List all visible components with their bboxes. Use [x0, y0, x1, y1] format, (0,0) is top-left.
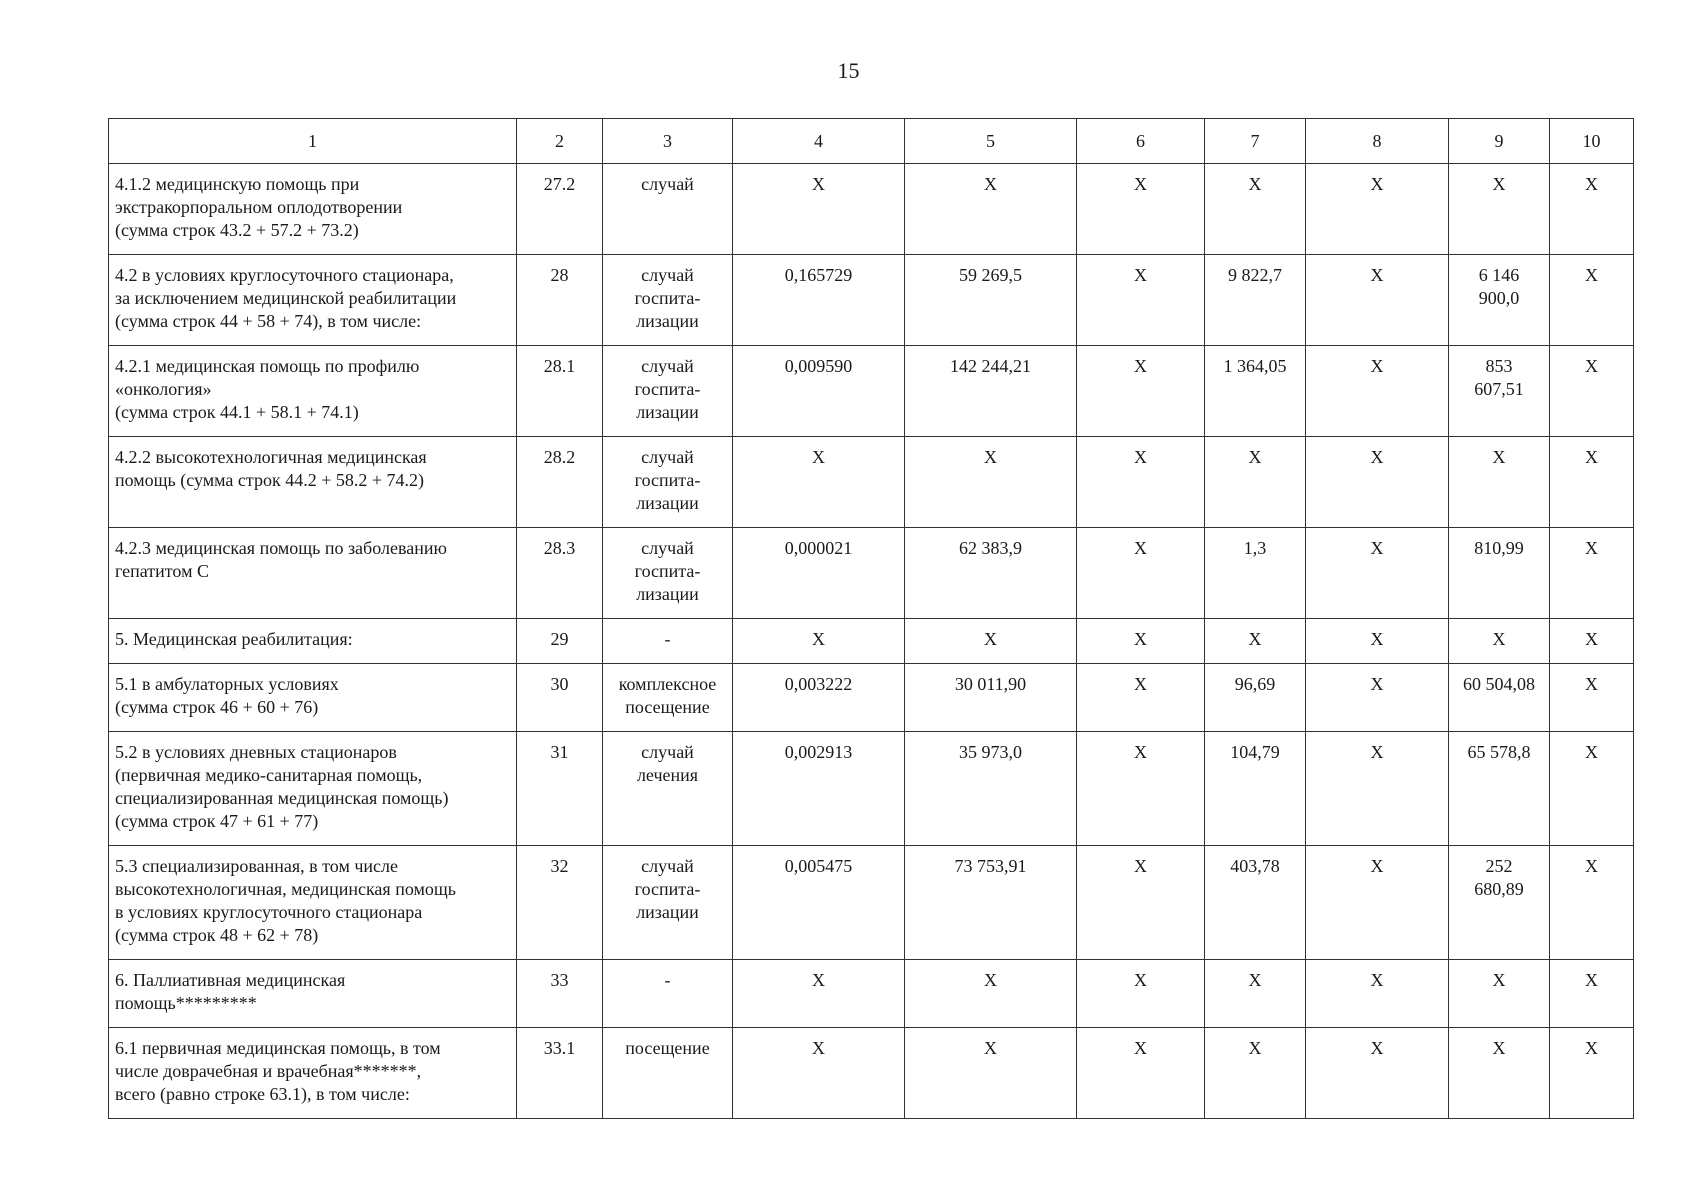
- unit-cell: [603, 346, 733, 437]
- value-cell: [1077, 960, 1205, 1028]
- cell-text: 810,99: [1474, 538, 1524, 558]
- value-cell: [1550, 664, 1634, 732]
- cell-text: Х: [1134, 629, 1147, 649]
- unit-cell: [603, 164, 733, 255]
- cell-text: -: [664, 629, 671, 649]
- value-cell: [1449, 960, 1550, 1028]
- cell-text: 142 244,21: [950, 356, 1031, 376]
- value-cell: [1205, 164, 1306, 255]
- cell-text: Х: [1585, 970, 1598, 990]
- column-number-cell: 3: [603, 119, 733, 164]
- value-cell: [733, 960, 905, 1028]
- row-description-cell: [109, 846, 517, 960]
- value-cell: [1306, 732, 1449, 846]
- cell-text: 5.2 в условиях дневных стационаров (первичная медико-санитарная помощь, специализированная медицинская помощь) (сумма строк 47 + 61 + 77): [115, 742, 449, 831]
- cell-text: Х: [1370, 174, 1384, 194]
- value-cell: [733, 528, 905, 619]
- row-number-cell: [517, 437, 603, 528]
- cell-text: случай госпита- лизации: [634, 447, 701, 513]
- value-cell: [1077, 164, 1205, 255]
- cell-text: 32: [550, 856, 569, 876]
- value-cell: [1550, 732, 1634, 846]
- cell-text: Х: [1134, 538, 1147, 558]
- cell-text: Х: [1585, 447, 1598, 467]
- cell-text: Х: [1134, 356, 1147, 376]
- unit-cell: [603, 846, 733, 960]
- value-cell: [733, 437, 905, 528]
- cell-text: Х: [1585, 538, 1598, 558]
- value-cell: [1550, 1028, 1634, 1119]
- value-cell: [1077, 846, 1205, 960]
- cell-text: Х: [1492, 629, 1506, 649]
- data-table: [108, 118, 1634, 1119]
- row-number-cell: [517, 346, 603, 437]
- value-cell: [1550, 255, 1634, 346]
- value-cell: [1306, 528, 1449, 619]
- cell-text: 4.2.3 медицинская помощь по заболеванию гепатитом С: [115, 538, 447, 581]
- value-cell: [733, 732, 905, 846]
- value-cell: [1449, 664, 1550, 732]
- unit-cell: [603, 960, 733, 1028]
- row-number-cell: [517, 164, 603, 255]
- unit-cell: [603, 664, 733, 732]
- row-description-cell: [109, 619, 517, 664]
- row-description-cell: [109, 346, 517, 437]
- cell-text: Х: [812, 629, 825, 649]
- column-number-cell: 6: [1077, 119, 1205, 164]
- value-cell: [1205, 1028, 1306, 1119]
- cell-text: Х: [1585, 174, 1598, 194]
- cell-text: случай госпита- лизации: [634, 856, 701, 922]
- column-number-cell: 10: [1550, 119, 1634, 164]
- unit-cell: [603, 255, 733, 346]
- cell-text: 28.2: [543, 447, 576, 467]
- value-cell: [1449, 528, 1550, 619]
- value-cell: [905, 732, 1077, 846]
- value-cell: [1205, 960, 1306, 1028]
- value-cell: [1205, 664, 1306, 732]
- cell-text: Х: [984, 174, 997, 194]
- value-cell: [1077, 255, 1205, 346]
- cell-text: 65 578,8: [1467, 742, 1531, 762]
- cell-text: Х: [812, 970, 825, 990]
- value-cell: [1077, 732, 1205, 846]
- value-cell: [1449, 732, 1550, 846]
- cell-text: случай госпита- лизации: [634, 538, 701, 604]
- value-cell: [1449, 164, 1550, 255]
- value-cell: [1205, 619, 1306, 664]
- column-number-cell: 4: [733, 119, 905, 164]
- value-cell: [1077, 528, 1205, 619]
- value-cell: [1205, 346, 1306, 437]
- cell-text: Х: [812, 447, 825, 467]
- cell-text: Х: [1370, 447, 1384, 467]
- cell-text: 28.3: [543, 538, 576, 558]
- value-cell: [1205, 846, 1306, 960]
- row-number-cell: [517, 846, 603, 960]
- value-cell: [1449, 846, 1550, 960]
- row-description-cell: [109, 1028, 517, 1119]
- value-cell: [1550, 846, 1634, 960]
- cell-text: случай госпита- лизации: [634, 265, 701, 331]
- cell-text: Х: [1585, 356, 1598, 376]
- value-cell: [1306, 164, 1449, 255]
- cell-text: 33.1: [543, 1038, 576, 1058]
- cell-text: Х: [1585, 674, 1598, 694]
- row-number-cell: [517, 255, 603, 346]
- row-description-cell: [109, 437, 517, 528]
- value-cell: [1449, 437, 1550, 528]
- cell-text: 33: [550, 970, 569, 990]
- cell-text: Х: [1370, 742, 1384, 762]
- value-cell: [733, 1028, 905, 1119]
- value-cell: [1550, 437, 1634, 528]
- cell-text: Х: [1492, 970, 1506, 990]
- value-cell: [733, 164, 905, 255]
- cell-text: 104,79: [1230, 742, 1280, 762]
- cell-text: Х: [1248, 970, 1262, 990]
- cell-text: 403,78: [1230, 856, 1280, 876]
- value-cell: [1550, 346, 1634, 437]
- cell-text: 62 383,9: [959, 538, 1022, 558]
- cell-text: 0,009590: [784, 356, 853, 376]
- row-description-cell: [109, 528, 517, 619]
- table-row: [109, 960, 1634, 1028]
- cell-text: Х: [1370, 356, 1384, 376]
- cell-text: 4.2.1 медицинская помощь по профилю «онкология» (сумма строк 44.1 + 58.1 + 74.1): [115, 356, 420, 422]
- cell-text: 73 753,91: [954, 856, 1027, 876]
- value-cell: [1550, 619, 1634, 664]
- table-row: [109, 732, 1634, 846]
- value-cell: [1449, 619, 1550, 664]
- column-number-cell: 2: [517, 119, 603, 164]
- cell-text: 30: [550, 674, 569, 694]
- cell-text: 0,000021: [784, 538, 853, 558]
- value-cell: [1306, 960, 1449, 1028]
- cell-text: 252 680,89: [1474, 856, 1524, 899]
- cell-text: Х: [1370, 970, 1384, 990]
- value-cell: [1205, 255, 1306, 346]
- cell-text: Х: [1134, 174, 1147, 194]
- cell-text: Х: [984, 447, 997, 467]
- cell-text: Х: [1134, 265, 1147, 285]
- cell-text: Х: [812, 174, 825, 194]
- cell-text: Х: [984, 629, 997, 649]
- cell-text: Х: [1370, 674, 1384, 694]
- cell-text: Х: [1134, 856, 1147, 876]
- cell-text: Х: [1370, 629, 1384, 649]
- row-number-cell: [517, 619, 603, 664]
- cell-text: 35 973,0: [959, 742, 1022, 762]
- cell-text: 4.2 в условиях круглосуточного стационара, за исключением медицинской реабилитации (сумма строк 44 + 58 + 74), в том числе:: [115, 265, 457, 331]
- cell-text: Х: [1585, 742, 1598, 762]
- value-cell: [1205, 437, 1306, 528]
- value-cell: [905, 255, 1077, 346]
- value-cell: [1077, 664, 1205, 732]
- cell-text: Х: [1248, 1038, 1262, 1058]
- cell-text: Х: [1248, 629, 1262, 649]
- cell-text: Х: [1134, 1038, 1147, 1058]
- cell-text: -: [664, 970, 671, 990]
- cell-text: Х: [1134, 970, 1147, 990]
- cell-text: 0,005475: [784, 856, 853, 876]
- cell-text: 6. Паллиативная медицинская помощь*********: [115, 970, 346, 1013]
- table-row: [109, 346, 1634, 437]
- value-cell: [1449, 255, 1550, 346]
- cell-text: комплексное посещение: [618, 674, 717, 717]
- value-cell: [1550, 960, 1634, 1028]
- value-cell: [1205, 732, 1306, 846]
- table-row: [109, 255, 1634, 346]
- value-cell: [905, 437, 1077, 528]
- cell-text: Х: [1134, 742, 1147, 762]
- table-row: [109, 1028, 1634, 1119]
- cell-text: Х: [1492, 174, 1506, 194]
- cell-text: 5. Медицинская реабилитация:: [115, 629, 353, 649]
- cell-text: Х: [1585, 265, 1598, 285]
- cell-text: 30 011,90: [954, 674, 1027, 694]
- row-description-cell: [109, 664, 517, 732]
- cell-text: Х: [1370, 538, 1384, 558]
- cell-text: Х: [1248, 447, 1262, 467]
- unit-cell: [603, 1028, 733, 1119]
- column-number-cell: 5: [905, 119, 1077, 164]
- cell-text: Х: [984, 970, 997, 990]
- cell-text: Х: [1585, 1038, 1598, 1058]
- value-cell: [1205, 528, 1306, 619]
- value-cell: [905, 346, 1077, 437]
- value-cell: [1550, 528, 1634, 619]
- column-number-cell: 9: [1449, 119, 1550, 164]
- cell-text: 29: [550, 629, 569, 649]
- value-cell: [1077, 619, 1205, 664]
- cell-text: Х: [1585, 629, 1598, 649]
- cell-text: 60 504,08: [1463, 674, 1535, 694]
- value-cell: [1306, 664, 1449, 732]
- cell-text: 0,003222: [784, 674, 853, 694]
- unit-cell: [603, 437, 733, 528]
- table-row: [109, 164, 1634, 255]
- cell-text: 853 607,51: [1474, 356, 1524, 399]
- value-cell: [733, 846, 905, 960]
- row-description-cell: [109, 960, 517, 1028]
- value-cell: [1449, 1028, 1550, 1119]
- table-row: [109, 846, 1634, 960]
- cell-text: 4.2.2 высокотехнологичная медицинская помощь (сумма строк 44.2 + 58.2 + 74.2): [115, 447, 427, 490]
- table-row: [109, 619, 1634, 664]
- value-cell: [733, 255, 905, 346]
- cell-text: посещение: [625, 1038, 710, 1058]
- cell-text: случай: [641, 174, 694, 194]
- value-cell: [1306, 1028, 1449, 1119]
- unit-cell: [603, 528, 733, 619]
- table-row: [109, 664, 1634, 732]
- row-number-cell: [517, 528, 603, 619]
- cell-text: Х: [1370, 265, 1384, 285]
- value-cell: [1077, 346, 1205, 437]
- page-number: 15: [837, 58, 860, 83]
- cell-text: Х: [984, 1038, 997, 1058]
- value-cell: [1306, 346, 1449, 437]
- value-cell: [1077, 1028, 1205, 1119]
- cell-text: 5.3 специализированная, в том числе высокотехнологичная, медицинская помощь в условиях круглосуточного стационара (сумма строк 48 + 62 + 78): [115, 856, 456, 945]
- column-number-cell: 8: [1306, 119, 1449, 164]
- cell-text: случай госпита- лизации: [634, 356, 701, 422]
- cell-text: случай лечения: [636, 742, 699, 785]
- cell-text: Х: [1585, 856, 1598, 876]
- cell-text: 6 146 900,0: [1478, 265, 1520, 308]
- value-cell: [905, 960, 1077, 1028]
- value-cell: [905, 528, 1077, 619]
- cell-text: 9 822,7: [1228, 265, 1282, 285]
- cell-text: 27.2: [543, 174, 576, 194]
- value-cell: [1449, 346, 1550, 437]
- cell-text: 1,3: [1243, 538, 1267, 558]
- cell-text: 5.1 в амбулаторных условиях (сумма строк 46 + 60 + 76): [115, 674, 339, 717]
- cell-text: 1 364,05: [1223, 356, 1287, 376]
- value-cell: [733, 664, 905, 732]
- value-cell: [1306, 437, 1449, 528]
- cell-text: Х: [1492, 447, 1506, 467]
- value-cell: [905, 664, 1077, 732]
- cell-text: Х: [1370, 1038, 1384, 1058]
- cell-text: 0,002913: [784, 742, 853, 762]
- cell-text: Х: [1134, 674, 1147, 694]
- row-number-cell: [517, 664, 603, 732]
- table-row: [109, 437, 1634, 528]
- value-cell: [1550, 164, 1634, 255]
- unit-cell: [603, 619, 733, 664]
- column-number-cell: 1: [109, 119, 517, 164]
- value-cell: [1306, 846, 1449, 960]
- cell-text: Х: [1134, 447, 1147, 467]
- cell-text: Х: [1492, 1038, 1506, 1058]
- cell-text: 28.1: [543, 356, 576, 376]
- value-cell: [905, 1028, 1077, 1119]
- value-cell: [905, 619, 1077, 664]
- cell-text: 6.1 первичная медицинская помощь, в том числе доврачебная и врачебная*******, всего (равно строке 63.1), в том числе:: [115, 1038, 441, 1104]
- value-cell: [733, 346, 905, 437]
- cell-text: 96,69: [1234, 674, 1276, 694]
- column-number-cell: 7: [1205, 119, 1306, 164]
- row-description-cell: [109, 164, 517, 255]
- cell-text: 31: [550, 742, 569, 762]
- value-cell: [1306, 255, 1449, 346]
- cell-text: Х: [1370, 856, 1384, 876]
- row-number-cell: [517, 1028, 603, 1119]
- unit-cell: [603, 732, 733, 846]
- cell-text: Х: [1248, 174, 1262, 194]
- table-header-row: [109, 119, 1634, 164]
- row-number-cell: [517, 960, 603, 1028]
- value-cell: [905, 164, 1077, 255]
- table-row: [109, 528, 1634, 619]
- value-cell: [905, 846, 1077, 960]
- row-description-cell: [109, 255, 517, 346]
- value-cell: [733, 619, 905, 664]
- value-cell: [1306, 619, 1449, 664]
- cell-text: 59 269,5: [959, 265, 1022, 285]
- cell-text: 0,165729: [784, 265, 853, 285]
- cell-text: 4.1.2 медицинскую помощь при экстракорпоральном оплодотворении (сумма строк 43.2 + 57.2 + 73.2): [115, 174, 403, 240]
- cell-text: Х: [812, 1038, 825, 1058]
- cell-text: 28: [550, 265, 569, 285]
- row-description-cell: [109, 732, 517, 846]
- value-cell: [1077, 437, 1205, 528]
- row-number-cell: [517, 732, 603, 846]
